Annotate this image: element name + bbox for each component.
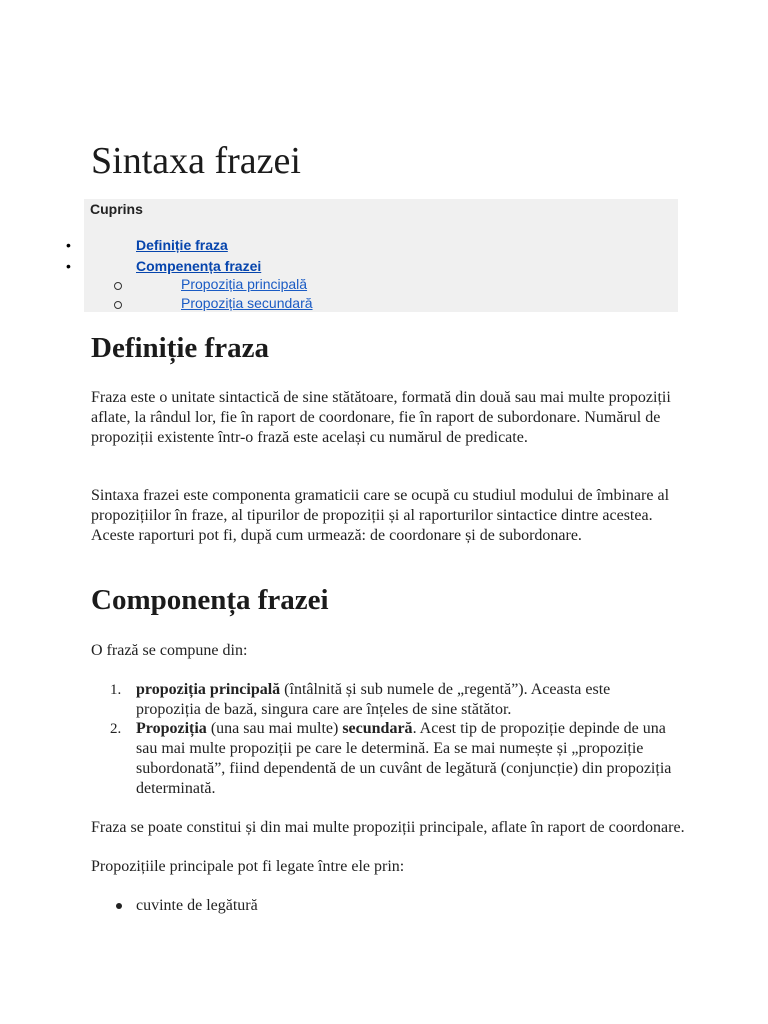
list-number: 2. [110, 721, 122, 737]
paragraph: Fraza se poate constitui și din mai multe propoziții principale, aflate în raport de coordonare. [91, 819, 685, 836]
list-text: . Acest tip de propoziție depinde de una sau mai multe propoziții pe care le determină. Ea se mai numește și „propoziție subordonată”, fiind dependentă de un cuvânt de legătură (conjuncție) din propoziția determinată. [136, 720, 672, 797]
list-text: cuvinte de legătură [136, 897, 258, 914]
toc-link[interactable]: Compenența frazei [136, 258, 262, 274]
toc-subbullet [114, 282, 122, 290]
paragraph: Fraza este o unitate sintactică de sine stătătoare, formată din două sau mai multe propoziții aflate, la rândul lor, fie în raport de coordonare, fie în raport de subordonare. Numărul de propoziții existente într-o frază este același cu numărul de predicate. [91, 389, 671, 446]
toc-subitem-secundara[interactable] [181, 295, 313, 311]
toc-bullet: • [66, 258, 71, 274]
toc-subbullet [114, 301, 122, 309]
toc-link[interactable]: Propoziția secundară [181, 295, 313, 311]
table-of-contents [84, 199, 678, 312]
paragraph: Sintaxa frazei este componenta gramaticii care se ocupă cu studiul modului de îmbinare al propozițiilor în fraze, al tipurilor de propoziții și al raporturilor sintactice dintre acestea. Aceste raporturi pot fi, după cum urmează: de coordonare și de subordonare. [91, 487, 670, 544]
section-heading-componenta: Componența frazei [91, 584, 329, 616]
paragraph: Propozițiile principale pot fi legate între ele prin: [91, 858, 405, 875]
bold-term: propoziția principală [136, 681, 281, 698]
paragraph: O frază se compune din: [91, 642, 248, 659]
toc-gap [60, 271, 84, 312]
bold-term: secundară [342, 720, 413, 737]
toc-item-componenta[interactable] [136, 258, 261, 274]
bold-term: Propoziția [136, 720, 207, 737]
toc-bullet: • [66, 237, 71, 253]
bullet-list-item [136, 896, 258, 916]
section-heading-definitie: Definiție fraza [91, 332, 269, 364]
toc-link[interactable]: Propoziția principală [181, 276, 308, 292]
page-title: Sintaxa frazei [91, 140, 301, 182]
toc-item-definitie[interactable] [136, 237, 228, 253]
list-text: (una sau mai multe) [206, 720, 343, 737]
toc-heading: Cuprins [90, 201, 143, 217]
list-text: (întâlnită și sub numele de „regentă”). Aceasta este propoziția de bază, singura care are înțeles de sine stătător. [136, 681, 611, 718]
toc-link[interactable]: Definiție fraza [136, 237, 228, 253]
ordered-list-item [110, 719, 676, 799]
list-number: 1. [110, 682, 122, 698]
toc-subitem-principala[interactable] [181, 276, 307, 292]
ordered-list-item [110, 680, 676, 720]
bullet-dot [116, 903, 122, 909]
